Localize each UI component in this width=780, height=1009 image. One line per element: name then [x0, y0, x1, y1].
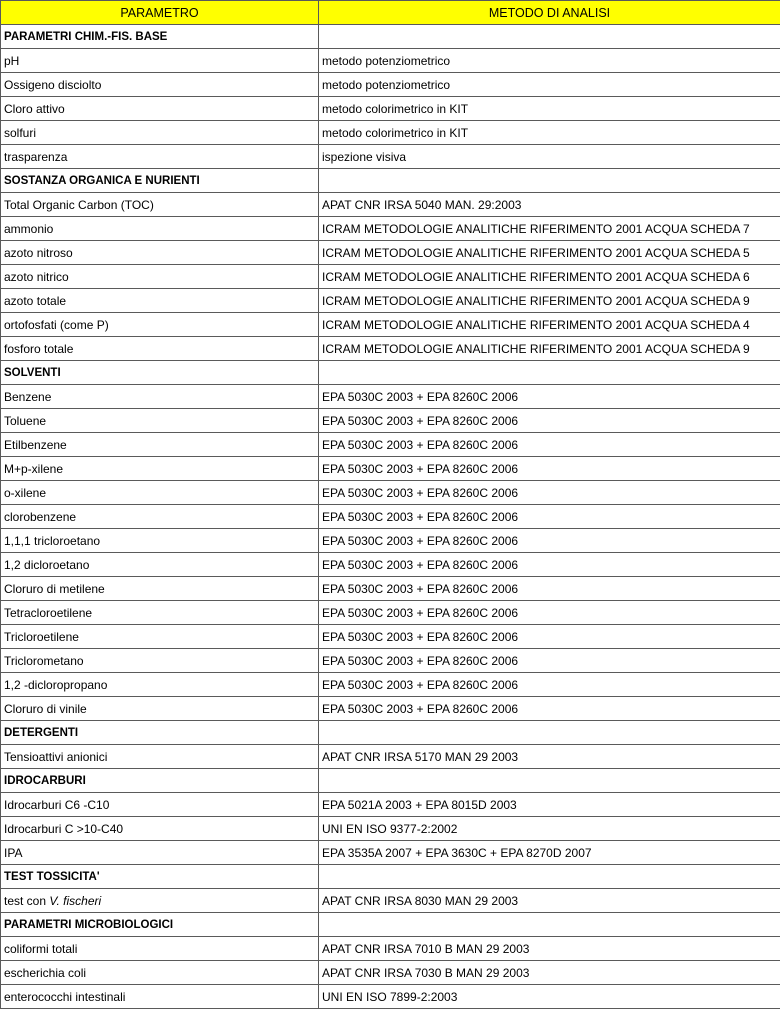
method-cell	[319, 745, 780, 769]
parameter-cell	[1, 241, 319, 265]
table-row	[1, 73, 780, 97]
parameter-cell	[1, 217, 319, 241]
parameter-name: escherichia coli	[4, 965, 87, 980]
section-header-row	[1, 721, 780, 745]
table-row	[1, 577, 780, 601]
parameter-name: Toluene	[4, 413, 47, 428]
table-row	[1, 745, 780, 769]
method-cell	[319, 457, 780, 481]
parameter-cell	[1, 529, 319, 553]
method-cell	[319, 841, 780, 865]
parameter-cell	[1, 889, 319, 913]
method-cell	[319, 481, 780, 505]
section-title: SOSTANZA ORGANICA E NURIENTI	[4, 174, 200, 187]
parameter-cell	[1, 553, 319, 577]
parameter-name: azoto nitrico	[4, 269, 69, 284]
section-header-row	[1, 865, 780, 889]
table-row	[1, 121, 780, 145]
table-row	[1, 625, 780, 649]
method-name: EPA 3535A 2007 + EPA 3630C + EPA 8270D 2007	[322, 845, 592, 860]
method-name: EPA 5030C 2003 + EPA 8260C 2006	[322, 509, 519, 524]
method-name: ICRAM METODOLOGIE ANALITICHE RIFERIMENTO 2001 ACQUA SCHEDA 5	[322, 245, 750, 260]
method-name: ispezione visiva	[322, 149, 407, 164]
method-cell	[319, 913, 780, 937]
method-name: metodo potenziometrico	[322, 77, 451, 92]
method-cell	[319, 601, 780, 625]
method-name: EPA 5030C 2003 + EPA 8260C 2006	[322, 701, 519, 716]
table-row	[1, 409, 780, 433]
parameter-name: solfuri	[4, 125, 37, 140]
section-title: PARAMETRI MICROBIOLOGICI	[4, 918, 174, 931]
method-name: EPA 5030C 2003 + EPA 8260C 2006	[322, 581, 519, 596]
table-row	[1, 961, 780, 985]
parameter-name: Idrocarburi C >10-C40	[4, 821, 124, 836]
parameter-cell	[1, 409, 319, 433]
section-title: SOLVENTI	[4, 366, 61, 379]
parameter-name: azoto totale	[4, 293, 67, 308]
parameter-cell	[1, 577, 319, 601]
table-row	[1, 793, 780, 817]
method-cell	[319, 169, 780, 193]
section-title-cell	[1, 25, 319, 49]
method-name: metodo colorimetrico in KIT	[322, 101, 469, 116]
table-row	[1, 817, 780, 841]
method-name: UNI EN ISO 7899-2:2003	[322, 989, 458, 1004]
table-row	[1, 145, 780, 169]
parameter-cell	[1, 121, 319, 145]
table-row	[1, 337, 780, 361]
section-header-row	[1, 361, 780, 385]
parameter-name: Cloruro di metilene	[4, 581, 105, 596]
method-name: ICRAM METODOLOGIE ANALITICHE RIFERIMENTO 2001 ACQUA SCHEDA 9	[322, 341, 750, 356]
parameter-cell	[1, 481, 319, 505]
table-row	[1, 241, 780, 265]
method-cell	[319, 577, 780, 601]
section-header-row	[1, 25, 780, 49]
parameter-cell	[1, 793, 319, 817]
method-cell	[319, 721, 780, 745]
method-name: EPA 5030C 2003 + EPA 8260C 2006	[322, 437, 519, 452]
method-cell	[319, 385, 780, 409]
method-name: UNI EN ISO 9377-2:2002	[322, 821, 458, 836]
parameter-name: Idrocarburi C6 -C10	[4, 797, 110, 812]
method-cell	[319, 673, 780, 697]
parameter-cell	[1, 697, 319, 721]
method-cell	[319, 97, 780, 121]
method-cell	[319, 649, 780, 673]
parameter-name: 1,2 -dicloropropano	[4, 677, 108, 692]
header-metodo: METODO DI ANALISI	[319, 1, 780, 25]
parameter-cell	[1, 745, 319, 769]
method-cell	[319, 73, 780, 97]
parameter-name: coliformi totali	[4, 941, 78, 956]
parameter-name: Triclorometano	[4, 653, 84, 668]
method-cell	[319, 985, 780, 1009]
section-title-cell	[1, 865, 319, 889]
parameter-name: M+p-xilene	[4, 461, 64, 476]
parameter-cell	[1, 385, 319, 409]
method-name: EPA 5030C 2003 + EPA 8260C 2006	[322, 413, 519, 428]
table-row	[1, 49, 780, 73]
header-parametro: PARAMETRO	[1, 1, 319, 25]
method-name: EPA 5030C 2003 + EPA 8260C 2006	[322, 533, 519, 548]
parameter-name: ortofosfati (come P)	[4, 317, 109, 332]
method-cell	[319, 409, 780, 433]
method-cell	[319, 889, 780, 913]
table-row	[1, 385, 780, 409]
method-cell	[319, 625, 780, 649]
table-row	[1, 889, 780, 913]
table-row	[1, 217, 780, 241]
parameter-name: 1,2 dicloroetano	[4, 557, 90, 572]
section-title-cell	[1, 913, 319, 937]
parameter-name: Cloruro di vinile	[4, 701, 87, 716]
method-cell	[319, 865, 780, 889]
table-row	[1, 649, 780, 673]
method-name: EPA 5030C 2003 + EPA 8260C 2006	[322, 389, 519, 404]
section-title: IDROCARBURI	[4, 774, 86, 787]
parameter-cell	[1, 985, 319, 1009]
section-title-cell	[1, 769, 319, 793]
parameter-name: trasparenza	[4, 149, 68, 164]
method-name: ICRAM METODOLOGIE ANALITICHE RIFERIMENTO 2001 ACQUA SCHEDA 9	[322, 293, 750, 308]
section-title-cell	[1, 169, 319, 193]
method-name: metodo colorimetrico in KIT	[322, 125, 469, 140]
method-cell	[319, 769, 780, 793]
parameter-name: pH	[4, 53, 20, 68]
parameter-name: o-xilene	[4, 485, 47, 500]
method-cell	[319, 961, 780, 985]
table-row	[1, 529, 780, 553]
section-title-cell	[1, 361, 319, 385]
parameter-name: IPA	[4, 845, 23, 860]
method-name: ICRAM METODOLOGIE ANALITICHE RIFERIMENTO 2001 ACQUA SCHEDA 4	[322, 317, 750, 332]
section-header-row	[1, 769, 780, 793]
table-body	[1, 25, 780, 1009]
parameter-name: fosforo totale	[4, 341, 74, 356]
method-cell	[319, 505, 780, 529]
parameter-cell	[1, 505, 319, 529]
method-name: EPA 5021A 2003 + EPA 8015D 2003	[322, 797, 517, 812]
method-cell	[319, 433, 780, 457]
method-cell	[319, 313, 780, 337]
method-name: EPA 5030C 2003 + EPA 8260C 2006	[322, 605, 519, 620]
method-name: metodo potenziometrico	[322, 53, 451, 68]
parameter-cell	[1, 625, 319, 649]
method-name: APAT CNR IRSA 7030 B MAN 29 2003	[322, 965, 530, 980]
parameter-cell	[1, 961, 319, 985]
parameter-name: test con	[4, 893, 50, 908]
table-row	[1, 937, 780, 961]
method-cell	[319, 529, 780, 553]
parameter-name-italic: V. fischeri	[49, 893, 102, 908]
method-name: EPA 5030C 2003 + EPA 8260C 2006	[322, 629, 519, 644]
parameter-name: Total Organic Carbon (TOC)	[4, 197, 154, 212]
method-cell	[319, 337, 780, 361]
table-row	[1, 697, 780, 721]
parameter-name: clorobenzene	[4, 509, 77, 524]
table-row	[1, 601, 780, 625]
section-title: TEST TOSSICITA'	[4, 870, 100, 883]
method-cell	[319, 241, 780, 265]
parameter-name: Benzene	[4, 389, 52, 404]
method-cell	[319, 937, 780, 961]
table-row	[1, 673, 780, 697]
parameter-name: Tetracloroetilene	[4, 605, 93, 620]
method-name: APAT CNR IRSA 8030 MAN 29 2003	[322, 893, 519, 908]
method-cell	[319, 49, 780, 73]
table-row	[1, 265, 780, 289]
section-header-row	[1, 913, 780, 937]
method-cell	[319, 193, 780, 217]
table-row	[1, 457, 780, 481]
table-row	[1, 289, 780, 313]
method-cell	[319, 793, 780, 817]
table-row	[1, 433, 780, 457]
parameter-name: Cloro attivo	[4, 101, 65, 116]
parameter-cell	[1, 841, 319, 865]
parameter-cell	[1, 601, 319, 625]
method-name: APAT CNR IRSA 7010 B MAN 29 2003	[322, 941, 530, 956]
parameter-name: Ossigeno disciolto	[4, 77, 102, 92]
table-row	[1, 553, 780, 577]
parameter-name: Etilbenzene	[4, 437, 67, 452]
method-cell	[319, 289, 780, 313]
parameter-cell	[1, 289, 319, 313]
parameter-cell	[1, 313, 319, 337]
parameter-name: azoto nitroso	[4, 245, 73, 260]
parameter-cell	[1, 49, 319, 73]
method-name: EPA 5030C 2003 + EPA 8260C 2006	[322, 461, 519, 476]
parameter-cell	[1, 97, 319, 121]
parameter-cell	[1, 337, 319, 361]
method-cell	[319, 553, 780, 577]
parameter-cell	[1, 649, 319, 673]
table-row	[1, 193, 780, 217]
parameter-name: enterococchi intestinali	[4, 989, 126, 1004]
method-cell	[319, 361, 780, 385]
header-row	[1, 1, 780, 25]
method-name: EPA 5030C 2003 + EPA 8260C 2006	[322, 485, 519, 500]
method-name: APAT CNR IRSA 5170 MAN 29 2003	[322, 749, 519, 764]
parameter-cell	[1, 265, 319, 289]
section-title: DETERGENTI	[4, 726, 79, 739]
parameter-name: 1,1,1 tricloroetano	[4, 533, 101, 548]
parameter-cell	[1, 433, 319, 457]
method-name: APAT CNR IRSA 5040 MAN. 29:2003	[322, 197, 522, 212]
method-cell	[319, 121, 780, 145]
table-row	[1, 313, 780, 337]
method-cell	[319, 217, 780, 241]
method-cell	[319, 25, 780, 49]
section-header-row	[1, 169, 780, 193]
parameter-cell	[1, 73, 319, 97]
parameter-name: ammonio	[4, 221, 54, 236]
method-name: EPA 5030C 2003 + EPA 8260C 2006	[322, 677, 519, 692]
parameter-cell	[1, 193, 319, 217]
parameter-name: Tricloroetilene	[4, 629, 79, 644]
method-name: EPA 5030C 2003 + EPA 8260C 2006	[322, 557, 519, 572]
table-row	[1, 505, 780, 529]
parameter-cell	[1, 937, 319, 961]
method-cell	[319, 145, 780, 169]
section-title-cell	[1, 721, 319, 745]
method-cell	[319, 817, 780, 841]
table-row	[1, 841, 780, 865]
parameter-cell	[1, 673, 319, 697]
parameter-cell	[1, 817, 319, 841]
parameter-cell	[1, 457, 319, 481]
method-cell	[319, 265, 780, 289]
table-row	[1, 481, 780, 505]
section-title: PARAMETRI CHIM.-FIS. BASE	[4, 30, 168, 43]
method-name: ICRAM METODOLOGIE ANALITICHE RIFERIMENTO 2001 ACQUA SCHEDA 6	[322, 269, 750, 284]
parameter-cell	[1, 145, 319, 169]
table-row	[1, 985, 780, 1009]
table-row	[1, 97, 780, 121]
method-name: EPA 5030C 2003 + EPA 8260C 2006	[322, 653, 519, 668]
method-cell	[319, 697, 780, 721]
parameter-name: Tensioattivi anionici	[4, 749, 108, 764]
method-name: ICRAM METODOLOGIE ANALITICHE RIFERIMENTO 2001 ACQUA SCHEDA 7	[322, 221, 750, 236]
